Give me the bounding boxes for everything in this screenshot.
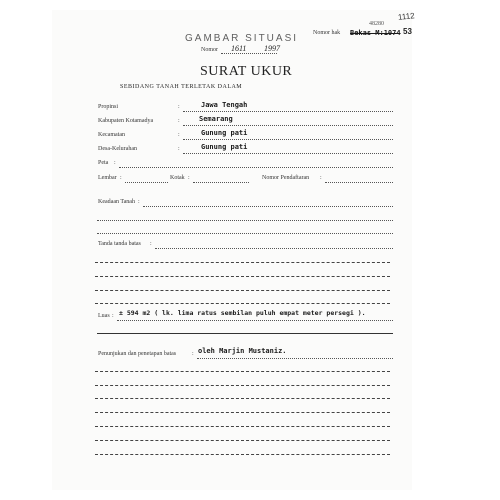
- penunjukan-line-2: [95, 371, 390, 372]
- kotak-line: [193, 182, 249, 183]
- keadaan-tanah-line-3: [97, 233, 393, 234]
- keadaan-tanah-line-1: [143, 206, 393, 207]
- kecamatan-colon: :: [178, 132, 180, 138]
- keadaan-tanah-line-2: [97, 220, 393, 221]
- penunjukan-line-5: [95, 412, 390, 413]
- luas-line: [117, 320, 393, 321]
- kecamatan-line: [183, 139, 393, 140]
- keadaan-tanah-label: Keadaan Tanah: [98, 199, 135, 205]
- peta-label: Peta: [98, 160, 109, 166]
- luas-separator: [97, 333, 393, 334]
- kabupaten-colon: :: [178, 118, 180, 124]
- penunjukan-line-6: [95, 426, 390, 427]
- desa-label: Desa-Kelurahan: [98, 146, 137, 152]
- kecamatan-value: Gunung pati: [201, 129, 248, 137]
- penunjukan-value: oleh Marjin Mustaniz.: [198, 347, 287, 355]
- stamp-year: 1997: [264, 44, 280, 53]
- lembar-colon: :: [120, 175, 122, 181]
- tanda-batas-line-4: [95, 290, 390, 291]
- desa-value: Gunung pati: [201, 143, 248, 151]
- document-subtitle: SEBIDANG TANAH TERLETAK DALAM: [120, 84, 243, 90]
- penunjukan-line-7: [95, 440, 390, 441]
- document-sheet: [52, 10, 412, 490]
- luas-label: Luas: [98, 313, 110, 319]
- nomor-pendaftaran-label: Nomor Pendaftaran: [262, 175, 310, 181]
- desa-line: [183, 153, 393, 154]
- nomor-hak-value: Bekas M:1074: [350, 29, 401, 37]
- kecamatan-label: Kecamatan: [98, 132, 125, 138]
- stamp-title: GAMBAR SITUASI: [185, 33, 299, 44]
- lembar-label: Lembar: [98, 175, 117, 181]
- propinsi-line: [183, 111, 393, 112]
- handwritten-number: 48280: [369, 21, 384, 27]
- kotak-label: Kotak: [170, 175, 185, 181]
- tanda-batas-line-5: [95, 303, 390, 304]
- kabupaten-value: Semarang: [199, 115, 233, 123]
- luas-colon: :: [112, 313, 114, 319]
- nomor-hak-label: Nomor hak: [313, 30, 341, 36]
- kabupaten-label: Kabupaten Kotamadya: [98, 118, 154, 124]
- nomor-hak-stamp: 53: [403, 27, 412, 36]
- penunjukan-label: Penunjukan dan penetapan batas: [98, 351, 177, 357]
- propinsi-label: Propinsi: [98, 104, 119, 110]
- penunjukan-colon: :: [192, 351, 194, 357]
- document-title: SURAT UKUR: [200, 64, 293, 79]
- penunjukan-line-8: [95, 454, 390, 455]
- propinsi-value: Jawa Tengah: [201, 101, 248, 109]
- tanda-batas-line-1: [155, 248, 393, 249]
- nomor-pendaftaran-colon: :: [320, 175, 322, 181]
- stamp-nomor-value: 1611: [231, 44, 247, 53]
- propinsi-colon: :: [178, 104, 180, 110]
- luas-value: ± 594 m2 ( lk. lima ratus sembilan puluh empat meter persegi ).: [119, 309, 366, 317]
- nomor-pendaftaran-line: [325, 182, 393, 183]
- stamp-nomor-line: [221, 53, 277, 54]
- lembar-line: [125, 182, 168, 183]
- peta-colon: :: [114, 160, 116, 166]
- desa-colon: :: [178, 146, 180, 152]
- kotak-colon: :: [188, 175, 190, 181]
- stamp-nomor-label: Nomor: [201, 47, 218, 53]
- penunjukan-line-4: [95, 398, 390, 399]
- handwritten-top-number: 1112: [397, 11, 416, 22]
- kabupaten-line: [183, 125, 393, 126]
- tanda-batas-label: Tanda tanda batas: [98, 241, 141, 247]
- penunjukan-line: [197, 358, 393, 359]
- peta-line: [119, 167, 393, 168]
- keadaan-tanah-colon: :: [138, 199, 140, 205]
- tanda-batas-line-3: [95, 276, 390, 277]
- tanda-batas-colon: :: [150, 241, 152, 247]
- tanda-batas-line-2: [95, 262, 390, 263]
- penunjukan-line-3: [95, 385, 390, 386]
